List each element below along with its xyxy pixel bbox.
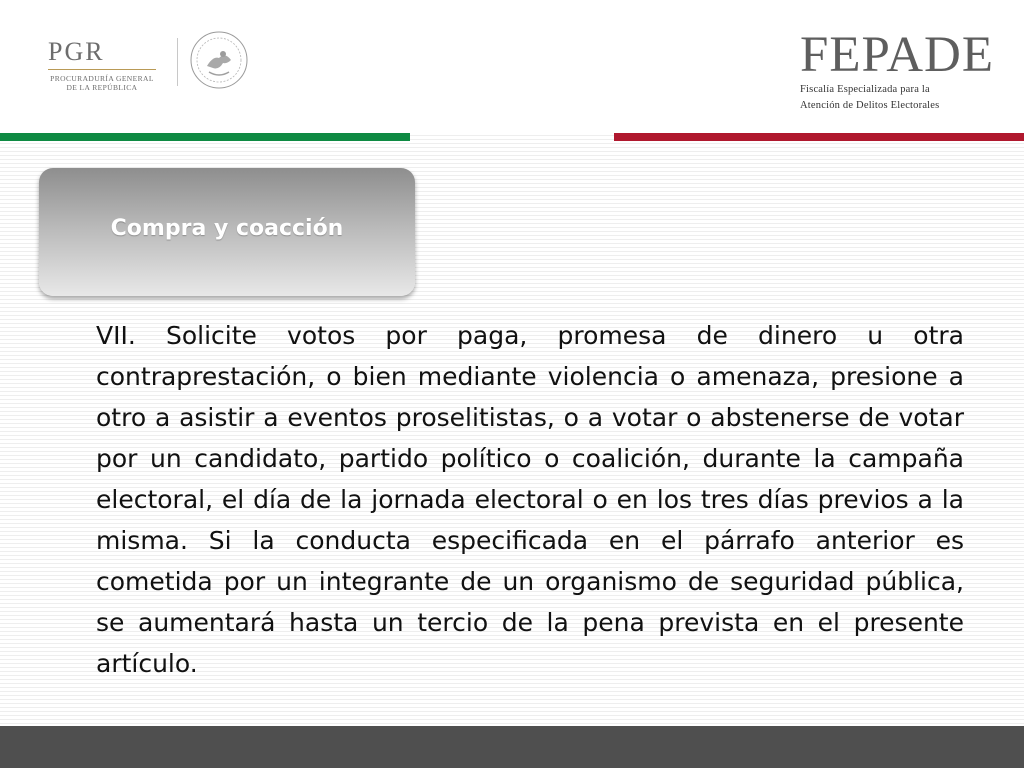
pgr-mark: PGR [48, 37, 105, 66]
logo-divider [177, 38, 178, 86]
footer-bar [0, 726, 1024, 768]
fepade-logo [800, 27, 1000, 112]
fepade-title: FEPADE [800, 27, 995, 83]
red-stripe [614, 133, 1024, 141]
pgr-logo [48, 38, 168, 92]
section-title: Compra y coacción [110, 216, 344, 241]
section-title-box [39, 168, 415, 296]
pgr-divider-line [48, 69, 156, 70]
header [0, 0, 1024, 132]
body-paragraph: VII. Solicite votos por paga, promesa de dinero u otra contraprestación, o bien mediante violencia o amenaza, presione a otro a asistir a eventos proselitistas, o a votar o abstenerse de votar por un candidato, partido político o coalición, durante la campaña electoral, el día de la jornada electoral o en los tres días previos a la misma. Si la conducta especificada en el párrafo anterior es cometida por un integrante de un organismo de seguridad pública, se aumentará hasta un tercio de la pena prevista en el presente artículo. [96, 321, 964, 678]
seal-icon [189, 30, 249, 90]
fepade-subtitle-line1: Fiscalía Especializada para la [800, 84, 930, 95]
fepade-subtitle-line2: Atención de Delitos Electorales [800, 100, 940, 111]
green-stripe [0, 133, 410, 141]
pgr-subtitle-line2: DE LA REPÚBLICA [66, 83, 138, 92]
pgr-subtitle-line1: PROCURADURÍA GENERAL [50, 74, 154, 83]
